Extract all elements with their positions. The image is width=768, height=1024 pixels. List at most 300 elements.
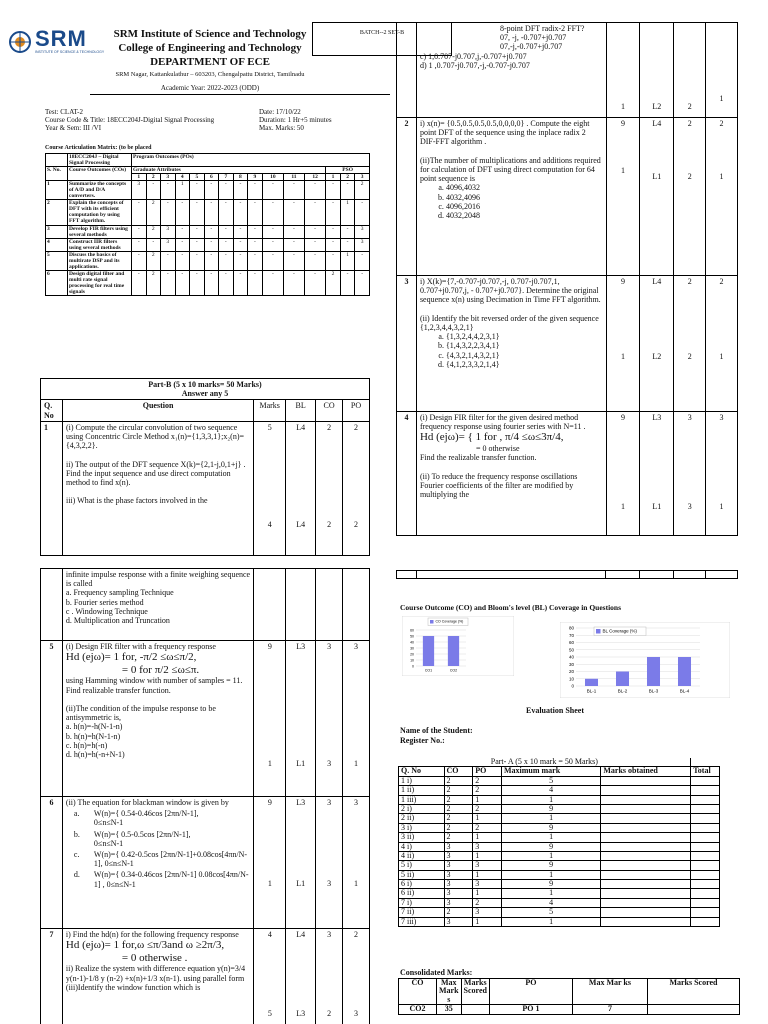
art-cell: 3 [161,238,176,251]
qno: 4 [397,412,417,536]
college-name: College of Engineering and Technology [118,42,302,54]
mcq-option-c: c) 1,0.707-j0.707,j,-0.707+j0.707 [419,51,527,61]
table-row [399,814,720,823]
y-tick-label: 0 [412,664,414,669]
eval-cell: 1 ii) [399,786,445,795]
po-value: 1 [706,23,738,118]
mcq-option-a: 07, -j, -0.707+j0.707 [499,33,567,43]
eval-cell: 3 [444,898,473,907]
eval-cell: 6 i) [399,880,445,889]
total-cell[interactable] [691,814,720,823]
x-tick-label: CO2 [449,668,458,673]
eval-cell: 2 [473,823,502,832]
q7-part-b: ii) Realize the system with difference equation y(n)=3/4 y(n-1)-1/8 y (n-2) +x(n)+1/3 x(n-1). using parallel form [65,964,246,983]
cons-head: CO [399,979,437,1005]
bl-value: L4 [652,119,662,128]
art-cell: - [190,200,205,225]
total-cell[interactable] [691,833,720,842]
art-cell: - [262,181,283,200]
art-cell: - [146,181,161,200]
consolidated-label: Consolidated Marks: [400,968,473,977]
option-letter: c. [73,849,80,859]
legend-label: BL Coverage (%) [602,628,637,634]
po-number: 11 [284,174,305,181]
eval-cell: 1 [473,795,502,804]
option-item: d. {4,1,2,3,3,2,1,4} [446,360,603,369]
register-no-label: Register No.: [400,736,445,745]
logo-text: SRM [35,26,87,51]
co-value: 3 [687,502,692,512]
col-marks: Marks [254,400,286,421]
eval-cell: 1 [473,851,502,860]
eval-cell: 2 [473,786,502,795]
eval-cell: 3 [444,917,473,926]
mcq-option-b: 07,-j,-0.707+j0.707 [499,42,563,52]
mcq-question: 8-point DFT radix-2 FFT? [499,24,585,33]
question-text [62,929,253,1024]
academic-year: Academic Year: 2022-2023 (ODD) [160,84,260,92]
art-cell: 2 [355,181,370,200]
art-cell: - [340,238,355,251]
eval-cell: 2 [444,786,473,795]
art-cell: - [233,200,248,225]
y-tick-label: 60 [568,640,574,645]
art-cell: - [219,270,234,295]
cons-head: Max Mar ks [572,979,647,1005]
bl-value: L1 [652,502,662,512]
eval-cell: 1 [473,917,502,926]
x-tick-label: BL-1 [586,688,597,694]
co-value: 2 [327,519,332,529]
art-cell: - [304,225,325,238]
total-cell[interactable] [691,823,720,832]
option-formula: W(n)={ 0.54-0.46cos [2πn/N-1], [93,809,199,819]
po-value: 2 [719,119,724,128]
option-range: 0≤n≤N-1 [93,818,124,828]
col-co: CO [316,400,343,421]
po-value: 3 [354,1009,359,1019]
batch-label: BATCH--2 SET-B [359,30,405,36]
art-cell: - [175,270,190,295]
year-semester: Year & Sem: III /VI [45,124,102,132]
cons-cell[interactable] [647,1005,739,1014]
q4-part-a2: Find the realizable transfer function. [419,453,537,463]
art-cell: - [355,270,370,295]
total-cell[interactable] [691,795,720,804]
marks-obtained-cell[interactable] [601,814,691,823]
art-cell: - [284,225,305,238]
partb-table [40,378,370,556]
marks-obtained-cell[interactable] [601,898,691,907]
po-number: 3 [161,174,176,181]
cons-cell: 7 [572,1005,647,1014]
eval-cell: 4 [501,898,600,907]
eval-head: CO [444,767,473,776]
art-cell: - [304,251,325,270]
question-text [62,421,253,555]
art-sno: 4 [46,238,68,251]
y-tick-label: 50 [568,647,574,653]
art-row [46,251,370,270]
partb-title: Part-B (5 x 10 marks= 50 Marks) [148,380,262,389]
q7-part-c: (iii)Identify the window function which is [65,982,201,992]
eval-cell: 2 [444,795,473,804]
eval-cell: 1 [473,870,502,879]
eval-cell: 2 [473,898,502,907]
art-cell: 1 [175,181,190,200]
question-row [397,23,738,118]
art-cell: - [204,225,219,238]
question-text [416,412,606,536]
art-cell: - [326,200,341,225]
eval-cell: 1 [473,833,502,842]
marks-obtained-cell[interactable] [601,786,691,795]
art-cell: - [161,200,176,225]
marks-value: 1 [620,352,625,362]
art-cell: - [326,238,341,251]
art-cell: - [219,225,234,238]
partb-table-lower [40,568,370,1024]
art-cell: - [340,270,355,295]
art-co-text: Discuss the basics of multirate DSP and its applications. [68,251,132,270]
y-tick-label: 80 [568,625,574,631]
eval-cell: 3 [473,880,502,889]
marks-value: 5 [267,1009,272,1019]
art-cell: - [175,225,190,238]
art-cell: - [304,238,325,251]
logo-subtitle: INSTITUTE OF SCIENCE & TECHNOLOGY [35,50,105,54]
po-value: 2 [354,422,359,432]
art-cell: - [190,238,205,251]
test-name: Test: CLAT-2 [45,108,83,116]
art-cell: - [175,238,190,251]
total-cell[interactable] [691,880,720,889]
art-sno: 5 [46,251,68,270]
marks-value: 1 [620,502,625,512]
marks-value: 1 [267,879,272,889]
eval-cell: 3 [444,842,473,851]
option-item: c. h(n)=h(-n) [65,740,108,750]
eval-head: Marks obtained [601,767,691,776]
course-code-title: Course Code & Title: 18ECC204J-Digital Signal Processing [45,116,215,124]
question-text [62,569,253,641]
question-row [397,412,738,536]
bl-value: L1 [296,879,306,889]
option-item: b. h(n)=h(N-1-n) [65,731,121,741]
mcq-options [416,23,606,118]
option-item: d. Multiplication and Truncation [65,615,170,625]
test-duration: Duration: 1 Hr+5 minutes [259,116,332,124]
table-row [399,889,720,898]
marks-obtained-cell[interactable] [601,861,691,870]
total-cell[interactable] [691,889,720,898]
option-item: a. h(n)=-h(N-1-n) [65,722,123,732]
q4-hd: Hd (ejω)= { 1 for , π/4 ≤ω≤3π/4, [419,431,564,444]
art-cell: - [132,200,147,225]
art-cell: - [219,238,234,251]
total-cell[interactable] [691,776,720,785]
q5-part-a2: using Hamming window with number of samples = 11. Find realizable transfer function. [65,676,243,695]
art-cell: - [219,200,234,225]
marks-value: 1 [620,166,625,176]
y-tick-label: 20 [568,669,574,674]
total-cell[interactable] [691,861,720,870]
po-number: 9 [248,174,263,181]
eval-head: Maximum mark [501,767,600,776]
eval-cell: 7 iii) [399,917,445,926]
option-letter: a. [73,809,80,819]
marks-obtained-cell[interactable] [601,795,691,804]
art-cell: - [233,270,248,295]
total-cell[interactable] [691,804,720,813]
art-cell: - [284,181,305,200]
co-coverage-chart [402,616,514,676]
option-item: c. 4096,2016 [446,202,603,211]
marks-value: 9 [267,798,272,807]
art-cell: - [248,225,263,238]
po-value: 1 [354,879,359,889]
art-cell: - [284,238,305,251]
art-cell: - [284,200,305,225]
co-value: 2 [687,277,692,286]
y-tick-label: 70 [568,632,574,638]
total-cell[interactable] [691,917,720,926]
co-value: 2 [687,119,692,128]
marks-obtained-cell[interactable] [601,870,691,879]
eval-cell: 2 [444,833,473,842]
option-item [74,830,250,848]
x-tick-label: BL-2 [617,688,628,694]
question-text [416,276,606,412]
q3-part-a: i) X(k)={7,-0.707-j0.707,-j, 0.707-j0.707,1, 0.707+j0.707,j, - 0.707+j0.707}. Determine the original sequence x(n) using Decimation in Time FFT algorithm. [419,277,601,305]
marks-obtained-cell[interactable] [601,917,691,926]
eval-cell: 9 [501,804,600,813]
option-letter: d. [73,870,80,880]
option-formula: W(n)={ 0.5-0.5cos [2πn/N-1], [93,829,191,839]
eval-cell: 1 [501,795,600,804]
col-qno: Q. No [41,400,63,421]
question-text [62,797,253,929]
cons-cell: PO 1 [489,1005,572,1014]
art-sno: 2 [46,200,68,225]
art-cell: 2 [146,200,161,225]
art-ga-head: Graduate Attributes [132,167,326,174]
eval-head: Q. No [399,767,445,776]
art-pso-head: PSO [326,167,370,174]
y-tick-label: 10 [568,676,574,682]
legend-swatch [596,629,601,634]
art-cell: - [304,181,325,200]
eval-cell: 3 [473,861,502,870]
art-course: 18ECC204J – Digital Signal Processing [68,154,132,167]
q5-hd-else: = 0 for π/2 ≤ω≤π. [121,663,200,676]
marks-value: 9 [620,119,625,128]
q3-part-b: (ii) Identify the bit reversed order of the given sequence {1,2,3,4,4,3,2,1} [419,313,599,332]
eval-cell: 1 [473,889,502,898]
srm-logo [8,28,106,58]
marks-obtained-cell[interactable] [601,776,691,785]
total-cell[interactable] [691,908,720,917]
qno: 2 [397,118,417,276]
bar [647,657,660,686]
po-number: 4 [175,174,190,181]
art-cell: - [161,270,176,295]
total-cell[interactable] [691,851,720,860]
art-cell: - [190,225,205,238]
po-number: 5 [190,174,205,181]
eval-cell: 2 [444,814,473,823]
po-value: 3 [354,642,359,651]
marks-obtained-cell[interactable] [601,833,691,842]
q2-part-b: (ii)The number of multiplications and additions required for calculation of DFT using direct computation for 64 point sequence is [419,155,601,184]
eval-cell: 3 [444,880,473,889]
art-cell: - [355,251,370,270]
option-item: c. {4,3,2,1,4,3,2,1} [446,351,603,360]
co-value: 2 [687,352,692,362]
marks-value: 1 [267,759,272,769]
art-cell: - [161,181,176,200]
partb-table-right [396,22,738,536]
total-cell[interactable] [691,842,720,851]
total-cell[interactable] [691,870,720,879]
art-cell: - [132,238,147,251]
eval-cell: 1 i) [399,776,445,785]
question-row [41,569,370,641]
chart-legend [594,627,646,636]
eval-cell: 5 i) [399,861,445,870]
table-row [399,842,720,851]
art-cell: - [204,251,219,270]
po-number: 2 [340,174,355,181]
art-row [46,181,370,200]
art-co-text: Explain the concepts of DFT with its efficient computation by using FFT algorithm. [68,200,132,225]
po-number: 1 [132,174,147,181]
qno: 1 [41,421,63,555]
table-row [399,861,720,870]
bl-value: L2 [640,23,674,118]
eval-cell: 5 ii) [399,870,445,879]
table-row [399,917,720,926]
marks-value: 4 [267,519,272,529]
art-cell: - [304,270,325,295]
po-number: 3 [355,174,370,181]
marks-value: 1 [606,23,640,118]
art-sno: 3 [46,225,68,238]
srm-emblem-icon [8,30,32,54]
total-cell[interactable] [691,898,720,907]
marks-obtained-cell[interactable] [601,804,691,813]
cons-cell: 35 [437,1005,462,1014]
option-item: c . Windowing Technique [65,606,148,616]
art-cell: - [190,270,205,295]
eval-cell: 5 [501,908,600,917]
institute-address: SRM Nagar, Kattankulathur – 603203, Chengalpattu District, Tamilnadu [115,71,305,78]
y-tick-label: 20 [410,652,414,657]
co-value: 2 [674,23,706,118]
art-cell: - [190,251,205,270]
option-formula: W(n)={ 0.34-0.46cos [2πn/N-1] 0.08cos[4πn/N-1] , 0≤n≤N-1 [93,870,249,889]
bl-value: L2 [652,352,662,362]
y-tick-label: 60 [410,628,414,633]
option-letter: b. [73,829,80,839]
art-cell: - [161,251,176,270]
q1-part-b: ii) The output of the DFT sequence X(k)={2,1-j,0,1+j} . Find the input sequence and use direct computation method to find x(n). [65,459,246,487]
qno: 6 [41,797,63,929]
bar [448,636,459,666]
option-item: a. {1,3,2,4,4,2,3,1} [446,332,603,341]
eval-cell: 3 [444,870,473,879]
x-tick-label: CO1 [424,668,433,673]
art-cell: - [190,181,205,200]
art-cell: - [204,238,219,251]
eval-cell: 1 [501,851,600,860]
art-cell: - [175,200,190,225]
po-value: 1 [719,352,724,362]
marks-obtained-cell[interactable] [601,880,691,889]
eval-cell: 3 i) [399,823,445,832]
art-cell: - [175,251,190,270]
bl-value: L3 [296,642,306,651]
marks-obtained-cell[interactable] [601,889,691,898]
marks-obtained-cell[interactable] [601,851,691,860]
cons-head: Marks Scored [647,979,739,1005]
eval-cell: 9 [501,880,600,889]
eval-cell: 1 iii) [399,795,445,804]
co-value: 3 [327,930,332,939]
marks-obtained-cell[interactable] [601,908,691,917]
art-cell: - [219,181,234,200]
cons-cell[interactable] [461,1005,489,1014]
y-tick-label: 0 [571,683,574,689]
parta-title: Part- A (5 x 10 mark = 50 Marks) [399,758,691,767]
option-item: b. Fourier series method [65,597,144,607]
marks-obtained-cell[interactable] [601,842,691,851]
art-co-text: Summarize the concepts of A/D and D/A converters. [68,181,132,200]
art-cell: - [248,238,263,251]
q7-hd: Hd (ejω)= 1 for,ω ≤π/3and ω ≥2π/3, [65,939,225,952]
art-co-text: Develop FIR filters using several methods [68,225,132,238]
eval-cell: 3 [473,842,502,851]
eval-cell: 1 [501,814,600,823]
option-formula: W(n)={ 0.42-0.5cos [2πn/N-1]+0.08cos[4πn/N-1], 0≤n≤N-1 [93,849,248,869]
eval-cell: 3 [444,851,473,860]
art-cell: - [262,225,283,238]
q2-part-a: i) x(n)= {0.5,0.5,0.5,0.5,0,0,0,0} . Compute the eight point DFT of the sequence using the inplace radix 2 DIF-FFT algorithm . [419,119,590,147]
marks-value: 9 [620,413,625,422]
po-value: 2 [719,277,724,286]
marks-obtained-cell[interactable] [601,823,691,832]
eval-cell: 2 [473,776,502,785]
po-value: 2 [354,519,359,529]
art-cell: - [262,251,283,270]
option-item [74,850,250,868]
co-value: 3 [327,759,332,769]
bl-value: L4 [296,422,306,432]
question-row [397,276,738,412]
eval-head: Total [691,767,720,776]
total-cell[interactable] [691,786,720,795]
po-value: 1 [354,759,359,769]
y-tick-label: 50 [410,634,414,639]
test-date: Date: 17/10/22 [259,108,301,116]
cons-head: Marks Scored [461,979,489,1005]
q1-part-c: iii) What is the phase factors involved in the [65,496,208,506]
y-tick-label: 40 [410,640,414,645]
bar [678,657,691,686]
marks-value: 9 [267,642,272,651]
eval-cell: 7 ii) [399,908,445,917]
art-cell: - [146,238,161,251]
